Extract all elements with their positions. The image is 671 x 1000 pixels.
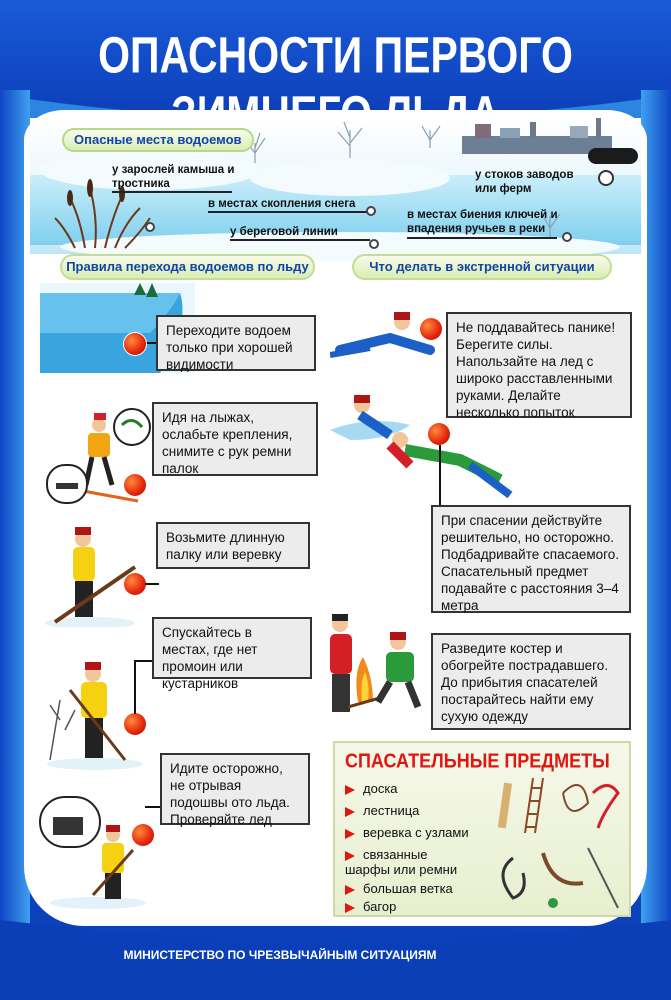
pointer-knob <box>145 222 155 232</box>
place-snow: в местах скопления снега <box>208 198 356 210</box>
connector <box>145 806 161 808</box>
hook-pole-icon <box>588 848 618 908</box>
rule-box-2: Идя на лыжах, ослабьте крепления, снимите с рук ремни палок <box>152 402 318 476</box>
rule-box-1: Переходите водоем только при хорошей видимости <box>156 315 316 371</box>
rule-box-5: Идите осторожно, не отрывая подошвы ото льда. Проверяйте лед <box>160 753 310 825</box>
emergency-box-3: Разведите костер и обогрейте пострадавшего. До прибытия спасателей постарайтесь найти ему сухую одежду <box>431 633 631 730</box>
bullet-dot <box>428 423 450 445</box>
pointer-knob <box>562 232 572 242</box>
bullet-dot <box>132 824 154 846</box>
bullet-dot <box>124 573 146 595</box>
rescue-item: большая ветка <box>345 881 453 896</box>
arrow-icon <box>345 807 355 817</box>
bullet-dot <box>124 333 146 355</box>
place-reeds: у зарослей камыша и тростника <box>112 164 235 190</box>
rope-icon <box>563 785 588 811</box>
weight-icon <box>548 898 558 908</box>
place-drains: у стоков заводов или ферм <box>475 169 574 195</box>
rules-heading: Правила перехода водоемов по льду <box>60 254 315 280</box>
connector <box>134 660 136 714</box>
arrow-icon <box>345 785 355 795</box>
rescue-tools-illustration <box>493 773 628 915</box>
emergency-box-1: Не поддавайтесь панике! Берегите силы. Напользайте на лед с широко расставленными руками. Делайте несколько попыток <box>446 312 632 418</box>
campfire-illustration <box>318 612 438 722</box>
connector <box>439 445 441 505</box>
scarf-icon <box>593 786 618 829</box>
arrow-icon <box>345 903 355 913</box>
rescue-item: доска <box>345 781 398 796</box>
crawling-person-illustration <box>330 310 440 370</box>
pointer-line <box>407 237 557 239</box>
rule-box-4: Спускайтесь в местах, где нет промоин или кустарников <box>152 617 312 679</box>
emergency-box-2: При спасении действуйте решительно, но осторожно. Подбадривайте спасаемого. Спасательный предмет подавайте с расстояния 3–4 метра <box>431 505 631 613</box>
rescue-items-panel <box>333 741 631 917</box>
rescue-items-title: СПАСАТЕЛЬНЫЕ ПРЕДМЕТЫ <box>345 749 610 772</box>
emergency-heading: Что делать в экстренной ситуации <box>352 254 612 280</box>
belt-icon <box>503 858 524 898</box>
arrow-icon <box>345 851 355 861</box>
header <box>0 0 671 120</box>
pointer-knob <box>369 239 379 249</box>
pointer-line <box>112 191 232 193</box>
pointer-knob <box>366 206 376 216</box>
rescue-item: лестница <box>345 803 419 818</box>
ladder-icon <box>525 778 543 833</box>
page-title: ОПАСНОСТИ ПЕРВОГО <box>98 26 573 84</box>
bullet-dot <box>420 318 442 340</box>
rescue-item: веревка с узлами <box>345 825 469 840</box>
connector <box>134 660 154 662</box>
rescue-item: багор <box>345 899 396 914</box>
careful-walk-illustration <box>38 795 148 910</box>
arrow-icon <box>345 829 355 839</box>
connector <box>145 583 159 585</box>
branch-icon <box>543 853 583 884</box>
arrow-icon <box>345 885 355 895</box>
rescue-item: связанные шарфы или ремни <box>345 847 458 877</box>
pointer-line <box>230 239 370 241</box>
bullet-dot <box>124 474 146 496</box>
pointer-line <box>208 211 368 213</box>
bullet-dot <box>124 713 146 735</box>
dangerous-places-heading: Опасные места водоемов <box>62 128 254 152</box>
footer-ministry: МИНИСТЕРСТВО ПО ЧРЕЗВЫЧАЙНЫМ СИТУАЦИЯМ <box>123 948 437 962</box>
board-icon <box>498 783 512 829</box>
place-shore: у береговой линии <box>230 226 338 238</box>
rule-box-3: Возьмите длинную палку или веревку <box>156 522 310 569</box>
place-springs: в местах биения ключей и впадения ручьев в реки <box>407 209 558 235</box>
